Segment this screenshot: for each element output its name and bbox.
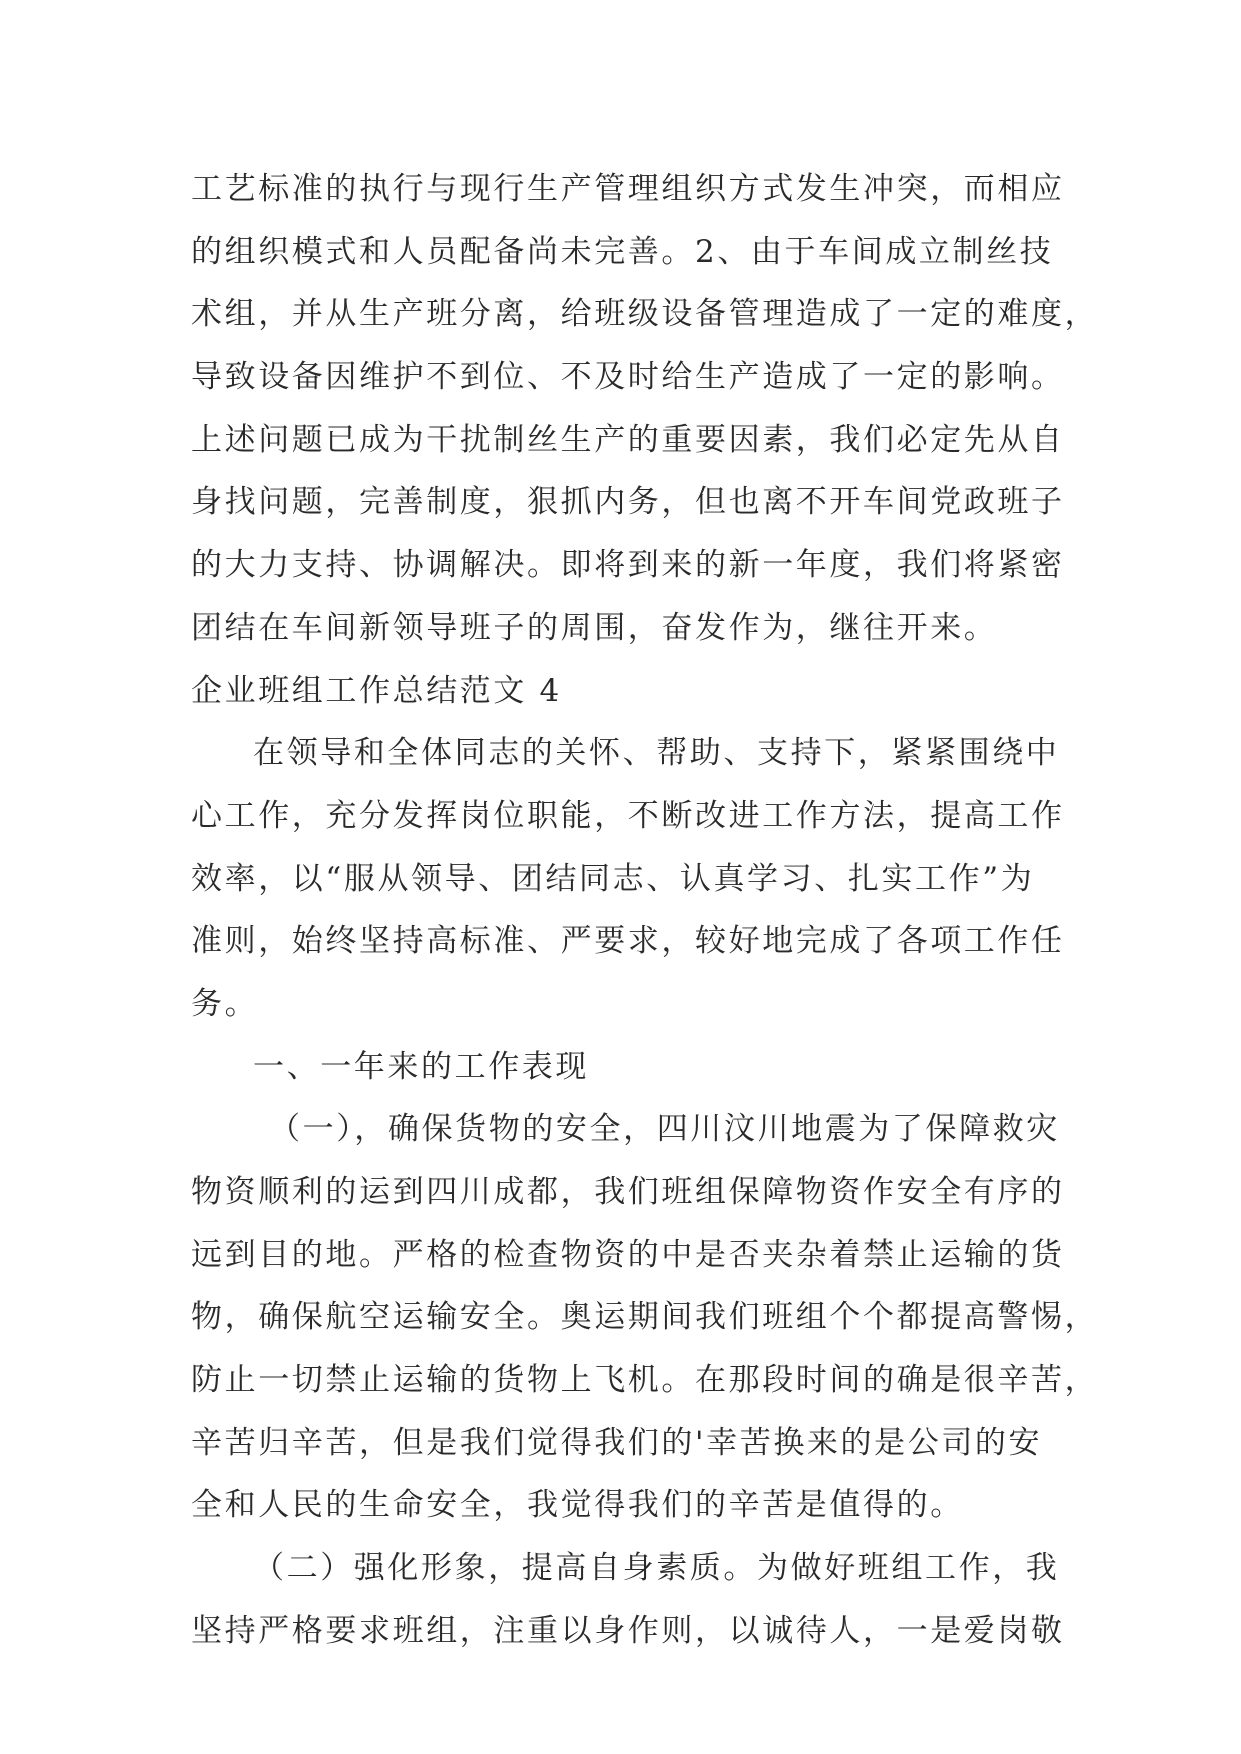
- paragraph-line: 身找问题，完善制度，狠抓内务，但也离不开车间党政班子: [191, 484, 1065, 521]
- paragraph-line: 效率，以“服从领导、团结同志、认真学习、扎实工作”为: [191, 860, 1035, 897]
- paragraph-line: 工艺标准的执行与现行生产管理组织方式发生冲突，而相应: [191, 171, 1065, 207]
- paragraph-line: 防止一切禁止运输的货物上飞机。在那段时间的确是很辛苦，: [191, 1362, 1099, 1399]
- paragraph-line: 物，确保航空运输安全。奥运期间我们班组个个都提高警惕，: [191, 1299, 1099, 1336]
- paragraph-line: 的组织模式和人员配备尚未完善。2、由于车间成立制丝技: [191, 233, 1054, 270]
- paragraph-line: 物资顺利的运到四川成都，我们班组保障物资作安全有序的: [191, 1174, 1065, 1210]
- paragraph-line: 准则，始终坚持高标准、严要求，较好地完成了各项工作任: [191, 923, 1065, 960]
- paragraph-line: 远到目的地。严格的检查物资的中是否夹杂着禁止运输的货: [191, 1236, 1065, 1273]
- paragraph-line: 辛苦归辛苦，但是我们觉得我们的'幸苦换来的是公司的安: [191, 1424, 1043, 1461]
- paragraph-line: 坚持严格要求班组，注重以身作则，以诚待人，一是爱岗敬: [191, 1612, 1065, 1649]
- paragraph-line: 导致设备因维护不到位、不及时给生产造成了一定的影响。: [191, 359, 1065, 396]
- paragraph-line: 上述问题已成为干扰制丝生产的重要因素，我们必定先从自: [191, 421, 1065, 458]
- paragraph-line: 全和人民的生命安全，我觉得我们的辛苦是值得的。: [191, 1487, 964, 1524]
- paragraph-line: （一），确保货物的安全，四川汶川地震为了保障救灾: [269, 1111, 1060, 1148]
- paragraph-line: 团结在车间新领导班子的周围，奋发作为，继往开来。: [191, 609, 998, 646]
- paragraph-line: 务。: [191, 985, 259, 1022]
- subsection-heading: 一、一年来的工作表现: [253, 1048, 589, 1085]
- paragraph-line: 的大力支持、协调解决。即将到来的新一年度，我们将紧密: [191, 547, 1065, 584]
- section-heading: 企业班组工作总结范文 4: [191, 672, 562, 709]
- paragraph-line: 术组，并从生产班分离，给班级设备管理造成了一定的难度，: [191, 296, 1099, 333]
- paragraph-line: （二）强化形象，提高自身素质。为做好班组工作，我: [253, 1550, 1060, 1587]
- paragraph-line: 在领导和全体同志的关怀、帮助、支持下，紧紧围绕中: [253, 735, 1060, 772]
- document-body: [191, 158, 1099, 1663]
- paragraph-line: 心工作，充分发挥岗位职能，不断改进工作方法，提高工作: [191, 797, 1065, 834]
